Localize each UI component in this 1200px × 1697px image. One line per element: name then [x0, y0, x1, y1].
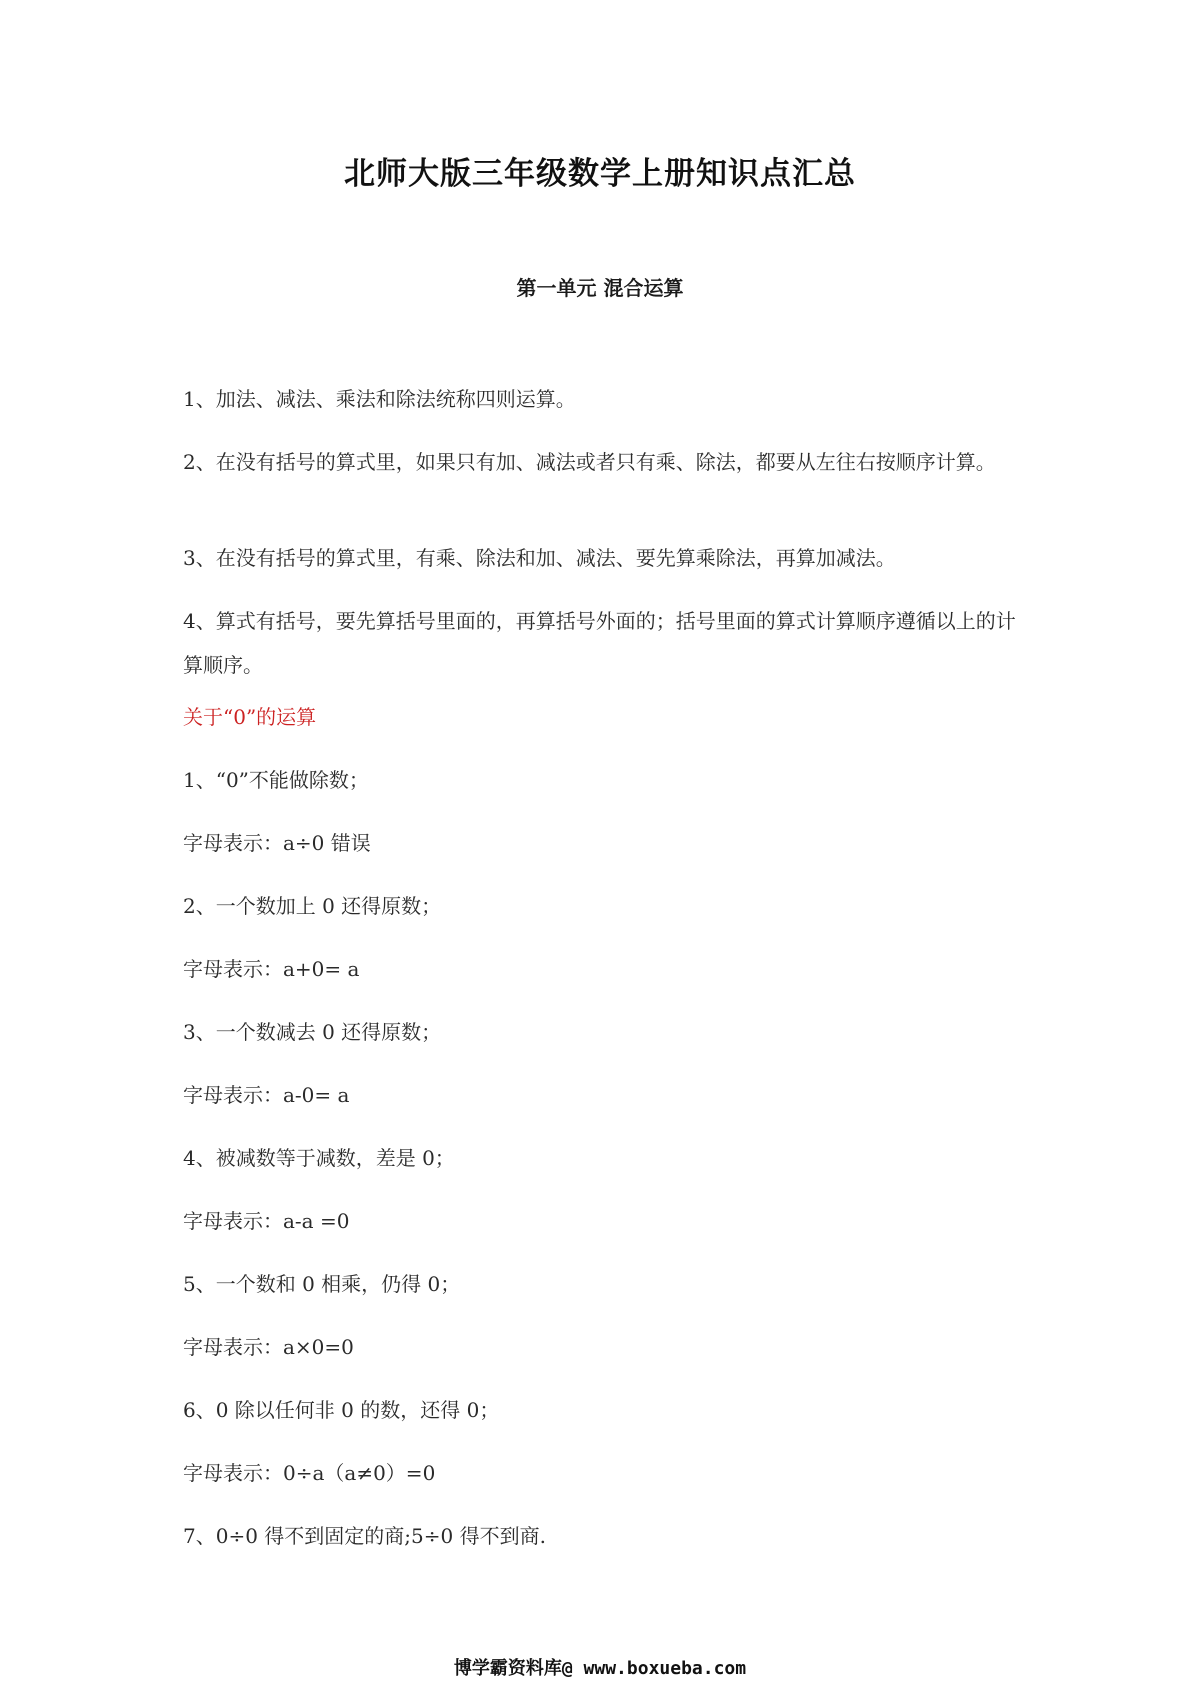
zero-rule-2-formula: 字母表示：a+0= a	[183, 957, 360, 981]
zero-rule-4: 4、被减数等于减数，差是 0；	[183, 1146, 455, 1170]
zero-rule-6: 6、0 除以任何非 0 的数，还得 0；	[183, 1398, 500, 1422]
zero-rule-3: 3、一个数减去 0 还得原数；	[183, 1020, 442, 1044]
zero-rule-1-formula: 字母表示：a÷0 错误	[183, 831, 371, 855]
rule-1: 1、加法、减法、乘法和除法统称四则运算。	[183, 387, 576, 411]
zero-rule-5-formula: 字母表示：a×0=0	[183, 1335, 354, 1359]
zero-rule-1: 1、“0”不能做除数；	[183, 768, 369, 792]
zero-section-heading: 关于“0”的运算	[183, 705, 317, 729]
zero-rule-6-formula: 字母表示：0÷a（a≠0）=0	[183, 1461, 436, 1485]
zero-rule-7: 7、0÷0 得不到固定的商;5÷0 得不到商.	[183, 1524, 546, 1548]
section-title: 第一单元 混合运算	[516, 276, 684, 300]
zero-rule-2: 2、一个数加上 0 还得原数；	[183, 894, 442, 918]
zero-rule-3-formula: 字母表示：a-0= a	[183, 1083, 350, 1107]
footer-watermark: 博学霸资料库@ www.boxueba.com	[453, 1658, 747, 1679]
rule-4: 4、算式有括号，要先算括号里面的，再算括号外面的；括号里面的算式计算顺序遵循以上的计算顺序。	[183, 609, 1016, 677]
zero-rule-4-formula: 字母表示：a-a =0	[183, 1209, 350, 1233]
rule-2: 2、在没有括号的算式里，如果只有加、减法或者只有乘、除法，都要从左往右按顺序计算。	[183, 450, 996, 474]
zero-rule-5: 5、一个数和 0 相乘，仍得 0；	[183, 1272, 461, 1296]
rule-3: 3、在没有括号的算式里，有乘、除法和加、减法、要先算乘除法，再算加减法。	[183, 546, 896, 570]
document-title: 北师大版三年级数学上册知识点汇总	[344, 156, 856, 192]
